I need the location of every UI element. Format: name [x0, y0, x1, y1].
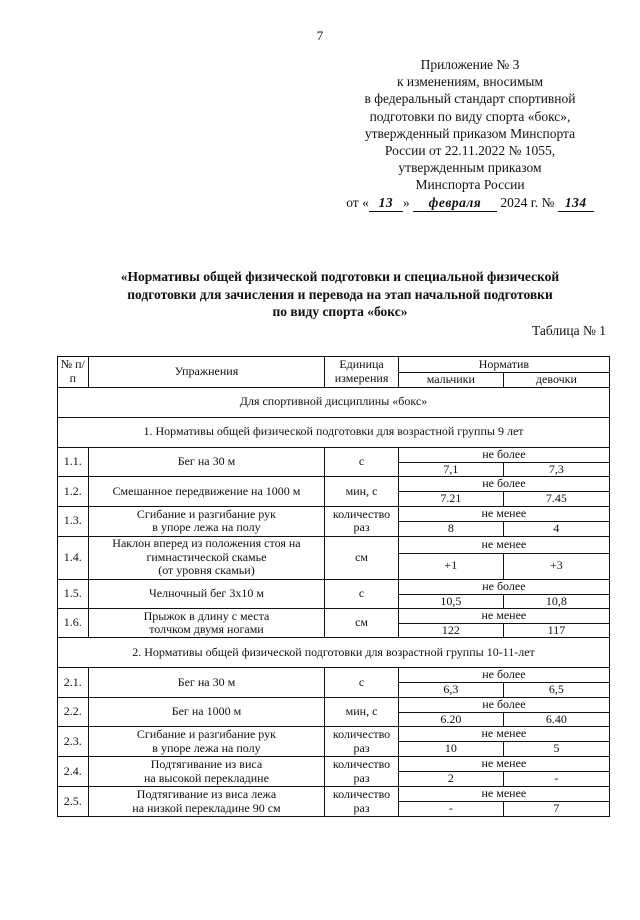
- sign-prefix: от «: [346, 194, 369, 210]
- value-girls: 117: [503, 623, 609, 638]
- row-condition: не менее: [398, 727, 609, 742]
- row-condition: не менее: [398, 609, 609, 624]
- row-unit: количество раз: [325, 787, 398, 817]
- row-exercise: Сгибание и разгибание рук в упоре лежа на полу: [88, 727, 325, 757]
- row-num: 1.3.: [58, 506, 89, 536]
- row-num: 1.5.: [58, 579, 89, 609]
- appendix-line: Минспорта России: [415, 177, 525, 193]
- row-unit: мин, с: [325, 477, 398, 507]
- appendix-line: утвержденным приказом: [398, 160, 542, 176]
- row-unit: количество раз: [325, 757, 398, 787]
- section-title: 1. Нормативы общей физической подготовки для возрастной группы 9 лет: [58, 417, 610, 447]
- row-exercise: Подтягивание из виса лежа на низкой перекладине 90 см: [88, 787, 325, 817]
- value-boys: 10: [398, 742, 503, 757]
- header-norm: Норматив: [398, 357, 609, 373]
- table-row: [58, 697, 610, 712]
- handwritten-day: 13: [369, 194, 403, 212]
- table-row: [58, 609, 610, 624]
- row-unit: мин, с: [325, 697, 398, 727]
- title-line: по виду спорта «бокс»: [272, 304, 408, 319]
- row-condition: не более: [398, 668, 609, 683]
- row-condition: не менее: [398, 506, 609, 521]
- row-num: 1.4.: [58, 536, 89, 579]
- value-girls: 4: [503, 521, 609, 536]
- table-row: [58, 787, 610, 802]
- table-row: [58, 536, 610, 553]
- row-exercise: Бег на 30 м: [88, 668, 325, 698]
- value-boys: 8: [398, 521, 503, 536]
- order-date-line: [300, 194, 640, 212]
- sign-mid: »: [402, 194, 410, 210]
- row-unit: с: [325, 579, 398, 609]
- value-girls: 6,5: [503, 683, 609, 698]
- row-exercise: Сгибание и разгибание рук в упоре лежа на полу: [88, 506, 325, 536]
- title-line: подготовки для зачисления и перевода на этап начальной подготовки: [127, 286, 553, 302]
- value-boys: 6,3: [398, 683, 503, 698]
- header-num: № п/п: [58, 357, 89, 388]
- value-boys: 10,5: [398, 594, 503, 609]
- sign-year: 2024 г. №: [500, 194, 555, 210]
- row-num: 2.4.: [58, 757, 89, 787]
- value-boys: +1: [398, 553, 503, 579]
- table-row: [58, 757, 610, 772]
- row-condition: не более: [398, 697, 609, 712]
- value-girls: 7: [503, 802, 609, 817]
- appendix-line: утвержденный приказом Минспорта: [364, 125, 576, 141]
- table-row: [58, 506, 610, 521]
- row-num: 1.6.: [58, 609, 89, 638]
- table-row: [58, 447, 610, 462]
- value-girls: +3: [503, 553, 609, 579]
- row-num: 1.2.: [58, 477, 89, 507]
- row-condition: не более: [398, 477, 609, 492]
- page-number: 7: [316, 28, 324, 43]
- row-exercise: Бег на 30 м: [88, 447, 325, 477]
- row-unit: с: [325, 668, 398, 698]
- row-exercise: Челночный бег 3х10 м: [88, 579, 325, 609]
- table-label: Таблица № 1: [532, 323, 606, 338]
- value-girls: 7,3: [503, 462, 609, 477]
- title-line: «Нормативы общей физической подготовки и специальной физической: [120, 269, 560, 284]
- appendix-line: к изменениям, вносимым: [396, 74, 544, 90]
- row-condition: не менее: [398, 757, 609, 772]
- section-title: 2. Нормативы общей физической подготовки для возрастной группы 10-11-лет: [58, 638, 610, 668]
- value-girls: -: [503, 772, 609, 787]
- value-boys: -: [398, 802, 503, 817]
- document-title: [70, 268, 610, 321]
- row-unit: см: [325, 609, 398, 638]
- row-condition: не более: [398, 579, 609, 594]
- header-boys: мальчики: [398, 373, 503, 388]
- row-condition: не более: [398, 447, 609, 462]
- header-girls: девочки: [503, 373, 609, 388]
- row-condition: не менее: [398, 536, 609, 553]
- header-unit: Единица измерения: [325, 357, 398, 388]
- row-exercise: Бег на 1000 м: [88, 697, 325, 727]
- row-num: 2.5.: [58, 787, 89, 817]
- row-exercise: Смешанное передвижение на 1000 м: [88, 477, 325, 507]
- value-girls: 10,8: [503, 594, 609, 609]
- table-row: [58, 477, 610, 492]
- row-num: 2.3.: [58, 727, 89, 757]
- appendix-line: России от 22.11.2022 № 1055,: [384, 143, 556, 159]
- row-exercise: Наклон вперед из положения стоя на гимнастической скамье (от уровня скамьи): [88, 536, 325, 579]
- handwritten-number: 134: [558, 194, 594, 212]
- row-num: 1.1.: [58, 447, 89, 477]
- table-row: [58, 579, 610, 594]
- header-exercise: Упражнения: [88, 357, 325, 388]
- value-boys: 7,1: [398, 462, 503, 477]
- table-row: [58, 668, 610, 683]
- value-boys: 6.20: [398, 712, 503, 727]
- table-row: [58, 727, 610, 742]
- row-exercise: Подтягивание из виса на высокой перекладине: [88, 757, 325, 787]
- row-unit: количество раз: [325, 506, 398, 536]
- row-unit: количество раз: [325, 727, 398, 757]
- row-condition: не менее: [398, 787, 609, 802]
- value-girls: 5: [503, 742, 609, 757]
- value-boys: 2: [398, 772, 503, 787]
- discipline-row: Для спортивной дисциплины «бокс»: [58, 387, 610, 417]
- row-unit: см: [325, 536, 398, 579]
- row-exercise: Прыжок в длину с места толчком двумя ногами: [88, 609, 325, 638]
- row-num: 2.1.: [58, 668, 89, 698]
- norms-table: [57, 356, 610, 817]
- row-num: 2.2.: [58, 697, 89, 727]
- appendix-block: [300, 56, 640, 212]
- handwritten-month: февраля: [413, 194, 497, 212]
- value-boys: 122: [398, 623, 503, 638]
- appendix-line: Приложение № 3: [420, 57, 520, 72]
- value-girls: 6.40: [503, 712, 609, 727]
- appendix-line: подготовки по виду спорта «бокс»,: [369, 108, 571, 124]
- row-unit: с: [325, 447, 398, 477]
- value-girls: 7.45: [503, 492, 609, 507]
- value-boys: 7.21: [398, 492, 503, 507]
- appendix-line: в федеральный стандарт спортивной: [364, 91, 576, 107]
